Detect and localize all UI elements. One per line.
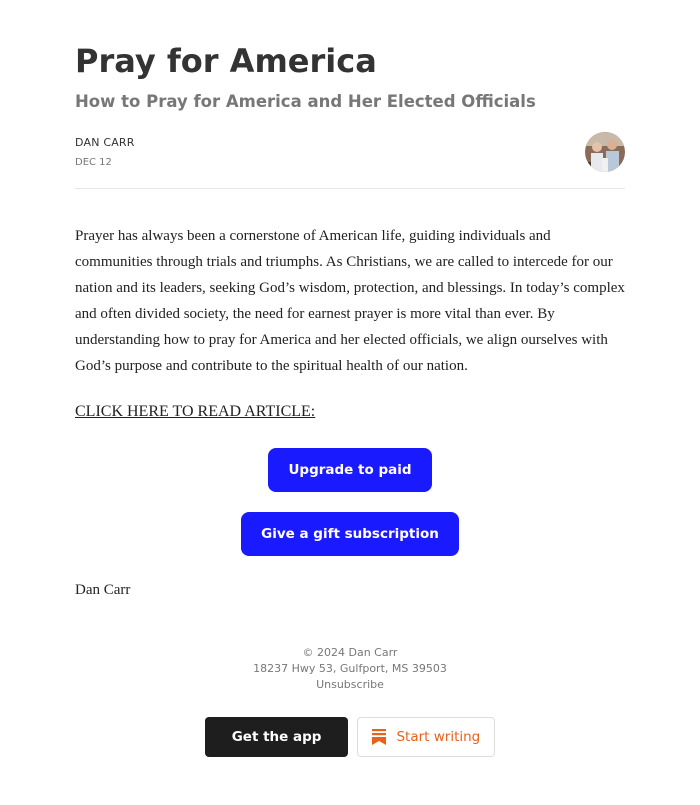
start-writing-label: Start writing <box>396 729 481 745</box>
footer <box>75 645 625 693</box>
upgrade-to-paid-button[interactable]: Upgrade to paid <box>268 448 431 492</box>
post-body: Prayer has always been a cornerstone of American life, guiding individuals and communities through trials and triumphs. As Christians, we are called to intercede for our nation and its leaders, seeking God’s wisdom, protection, and blessings. In today’s complex and often divided society, the need for earnest prayer is more vital than ever. By understanding how to pray for America and her elected officials, we align ourselves with God’s purpose and contribute to the spiritual health of our nation. <box>75 228 625 374</box>
get-the-app-button[interactable]: Get the app <box>205 717 349 757</box>
footer-copyright: © 2024 Dan Carr <box>302 646 398 659</box>
author-name[interactable]: DAN CARR <box>75 136 135 149</box>
start-writing-button[interactable] <box>357 717 495 757</box>
post-date: DEC 12 <box>75 157 112 168</box>
email-container <box>75 0 625 757</box>
upgrade-row <box>75 448 625 492</box>
signoff: Dan Carr <box>75 582 131 598</box>
gift-subscription-button[interactable]: Give a gift subscription <box>241 512 459 556</box>
byline-meta <box>75 132 135 168</box>
post-subtitle: How to Pray for America and Her Elected Officials <box>75 92 536 111</box>
post-title[interactable]: Pray for America <box>75 42 377 80</box>
read-article-link[interactable]: CLICK HERE TO READ ARTICLE: <box>75 403 316 420</box>
substack-logo-icon <box>372 729 386 745</box>
author-avatar[interactable] <box>585 132 625 172</box>
avatar-photo-icon <box>585 132 625 172</box>
unsubscribe-link[interactable]: Unsubscribe <box>316 678 384 691</box>
footer-address: 18237 Hwy 53, Gulfport, MS 39503 <box>253 662 447 675</box>
app-promo <box>75 717 625 757</box>
gift-row <box>75 512 625 556</box>
byline <box>75 132 625 189</box>
